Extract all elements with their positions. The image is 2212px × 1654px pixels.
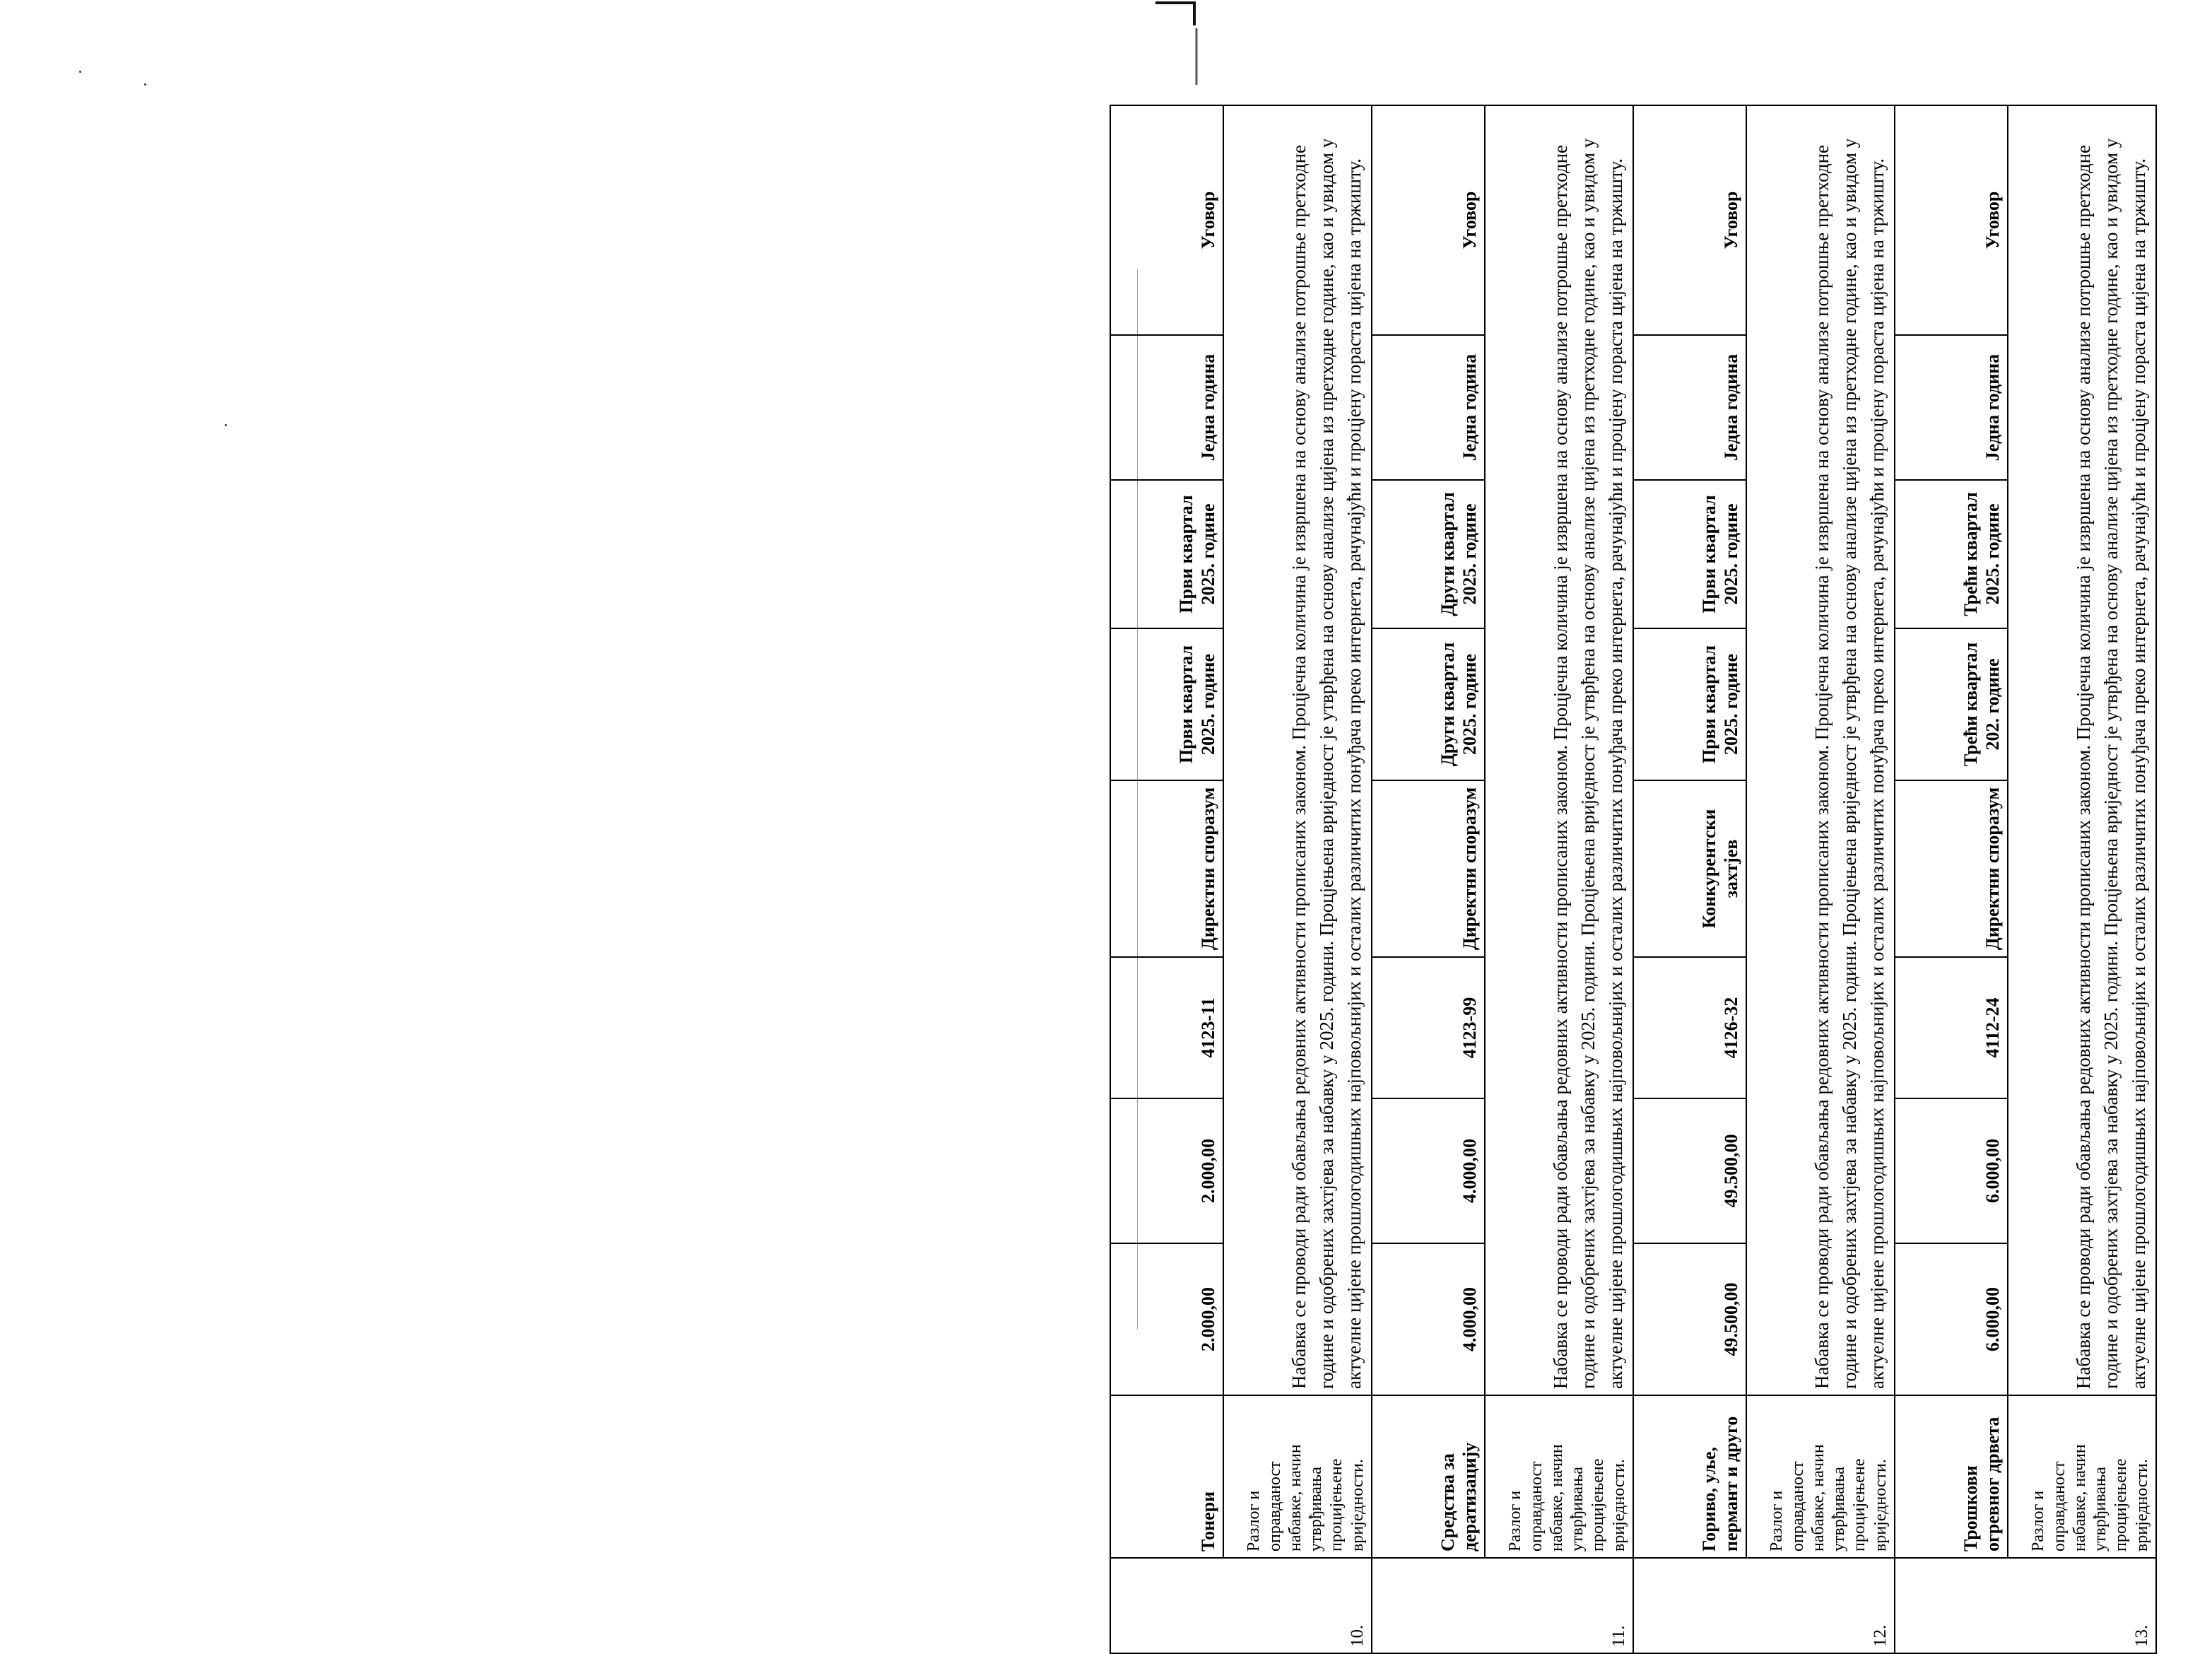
- procurement-table: [1110, 105, 2157, 1654]
- planned-value: 6.000,00: [1895, 1098, 2008, 1243]
- justification-label: Разлог и оправданост набавке, начин утврђивања процијењене вриједности.: [2008, 1395, 2156, 1558]
- start-quarter: Први квартал 2025. године: [1633, 628, 1746, 780]
- scan-speck: [79, 71, 81, 73]
- budget-code: 4123-99: [1372, 957, 1485, 1098]
- justification-text: Набавка се проводи ради обављања редовних активности прописаних законом. Процјечна количина је извршена на основу анализе потрошње претходне године и одобрених захтјева за набавку у 2025. години. Процјењена вриједност је утврђена на основу анализе цијена из претходне године, као и увидом у актуелне цијене прошлогодишњих најповољнијих и осталих различитих понуђача преко интернета, рачунајући и процјену пораста цијена на тржишту.: [1746, 105, 1895, 1395]
- start-quarter: Први квартал 2025. године: [1110, 628, 1223, 780]
- justification-row: [1223, 105, 1372, 1653]
- planned-value: 49.500,00: [1633, 1098, 1746, 1243]
- item-number: 11.: [1372, 1558, 1633, 1653]
- item-name: Гориво, уље, пермант и друго: [1633, 1395, 1746, 1558]
- scan-speck: [144, 83, 146, 86]
- procedure-type: Директни споразум: [1895, 780, 2008, 957]
- justification-label: Разлог и оправданост набавке, начин утврђивања процијењене вриједности.: [1485, 1395, 1633, 1558]
- start-quarter: Други квартал 2025. године: [1372, 628, 1485, 780]
- rotated-page: [1110, 37, 2212, 1654]
- contract-type: Уговор: [1110, 105, 1223, 335]
- item-row: [1110, 105, 1223, 1653]
- duration: Једна година: [1110, 335, 1223, 480]
- estimated-value: 6.000,00: [1895, 1243, 2008, 1395]
- end-quarter: Први квартал 2025. године: [1110, 480, 1223, 628]
- estimated-value: 4.000,00: [1372, 1243, 1485, 1395]
- item-number: 12.: [1633, 1558, 1895, 1653]
- item-number: 13.: [1895, 1558, 2156, 1653]
- item-name: Тонери: [1110, 1395, 1223, 1558]
- duration: Једна година: [1372, 335, 1485, 480]
- procedure-type: Конкурентски захтјев: [1633, 780, 1746, 957]
- justification-label: Разлог и оправданост набавке, начин утврђивања процијењене вриједности.: [1223, 1395, 1372, 1558]
- justification-text: Набавка се проводи ради обављања редовних активности прописаних законом. Процјечна количина је извршена на основу анализе потрошње претходне године и одобрених захтјева за набавку у 2025. години. Процјењена вриједност је утврђена на основу анализе цијена из претходне године, као и увидом у актуелне цијене прошлогодишњих најповољнијих и осталих различитих понуђача преко интернета, рачунајући и процјену пораста цијена на тржишту.: [1223, 105, 1372, 1395]
- justification-label: Разлог и оправданост набавке, начин утврђивања процијењене вриједности.: [1746, 1395, 1895, 1558]
- item-name: Трошкови огревног дрвета: [1895, 1395, 2008, 1558]
- end-quarter: Први квартал 2025. године: [1633, 480, 1746, 628]
- budget-code: 4112-24: [1895, 957, 2008, 1098]
- planned-value: 2.000,00: [1110, 1098, 1223, 1243]
- justification-text: Набавка се проводи ради обављања редовних активности прописаних законом. Процјечна количина је извршена на основу анализе потрошње претходне године и одобрених захтјева за набавку у 2025. години. Процјењена вриједност је утврђена на основу анализе цијена из претходне године, као и увидом у актуелне цијене прошлогодишњих најповољнијих и осталих различитих понуђача преко интернета, рачунајући и процјену пораста цијена на тржишту.: [1485, 105, 1633, 1395]
- planned-value: 4.000,00: [1372, 1098, 1485, 1243]
- budget-code: 4123-11: [1110, 957, 1223, 1098]
- item-row: [1372, 105, 1485, 1653]
- procedure-type: Директни споразум: [1110, 780, 1223, 957]
- start-quarter: Трећи квартал 202. године: [1895, 628, 2008, 780]
- item-number: 10.: [1110, 1558, 1372, 1653]
- item-row: [1633, 105, 1746, 1653]
- contract-type: Уговор: [1633, 105, 1746, 335]
- justification-row: [2008, 105, 2156, 1653]
- budget-code: 4126-32: [1633, 957, 1746, 1098]
- justification-row: [1485, 105, 1633, 1653]
- justification-row: [1746, 105, 1895, 1653]
- contract-type: Уговор: [1895, 105, 2008, 335]
- contract-type: Уговор: [1372, 105, 1485, 335]
- procedure-type: Директни споразум: [1372, 780, 1485, 957]
- item-row: [1895, 105, 2008, 1653]
- end-quarter: Трећи квартал 2025. године: [1895, 480, 2008, 628]
- scan-speck: [225, 424, 227, 426]
- estimated-value: 49.500,00: [1633, 1243, 1746, 1395]
- end-quarter: Други квартал 2025. године: [1372, 480, 1485, 628]
- duration: Једна година: [1895, 335, 2008, 480]
- estimated-value: 2.000,00: [1110, 1243, 1223, 1395]
- duration: Једна година: [1633, 335, 1746, 480]
- item-name: Средства за дератизацију: [1372, 1395, 1485, 1558]
- justification-text: Набавка се проводи ради обављања редовних активности прописаних законом. Процјечна количина је извршена на основу анализе потрошње претходне године и одобрених захтјева за набавку у 2025. години. Процјењена вриједност је утврђена на основу анализе цијена из претходне године, као и увидом у актуелне цијене прошлогодишњих најповољнијих и осталих различитих понуђача преко интернета, рачунајући и процјену пораста цијена на тржишту.: [2008, 105, 2156, 1395]
